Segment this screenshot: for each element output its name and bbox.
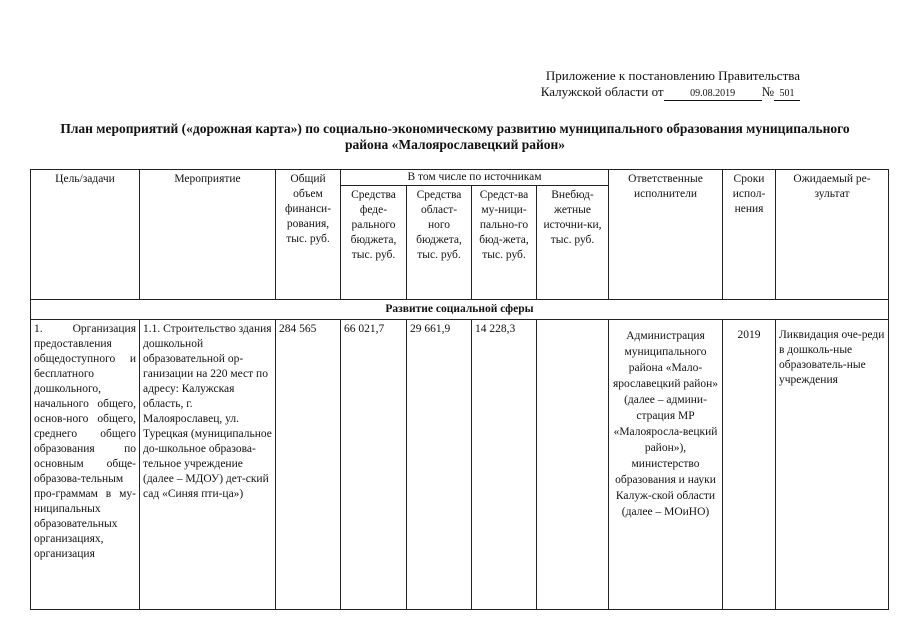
header-sources-group: В том числе по источникам [341, 170, 609, 186]
row-extrabudget [537, 320, 609, 610]
row-total: 284 565 [276, 320, 341, 610]
row-municipal: 14 228,3 [472, 320, 537, 610]
header-goal: Цель/задачи [31, 170, 140, 300]
header-deadline: Сроки испол-нения [723, 170, 776, 300]
header-federal: Средства феде-рального бюджета, тыс. руб. [341, 186, 407, 300]
appendix-prefix: Калужской области от [540, 84, 664, 99]
row-activity: 1.1. Строительство здания дошкольной образовательной ор-ганизации на 220 мест по адресу: Калужская область, г. Малоярославец, ул. Турецкая (муниципальное до-школьное образова-тельное учреждение (далее – МДОУ) дет-ский сад «Синяя пти-ца») [140, 320, 276, 610]
row-goal: 1. Организация предоставления общедоступного и бесплатного дошкольного, начального общего, основ-ного общего, среднего общего образования по основным обще-образова-тельным про-граммам в му-ниципальных образовательных организациях, организация [31, 320, 140, 610]
roadmap-table [30, 169, 889, 610]
header-extrabudget: Внебюд-жетные источни-ки, тыс. руб. [537, 186, 609, 300]
header-activity: Мероприятие [140, 170, 276, 300]
header-result: Ожидаемый ре-зультат [776, 170, 889, 300]
header-regional: Средства област-ного бюджета, тыс. руб. [407, 186, 472, 300]
header-total: Общий объем финанси-рования, тыс. руб. [276, 170, 341, 300]
document-title: План мероприятий («дорожная карта») по социально-экономическому развитию муниципального образования муниципального района «Малоярославецкий район» [60, 121, 850, 152]
row-deadline: 2019 [723, 320, 776, 610]
resolution-number: 501 [774, 88, 800, 101]
number-sign: № [761, 84, 774, 99]
appendix-header [500, 68, 800, 101]
row-result: Ликвидация оче-реди в дошколь-ные образователь-ные учреждения [776, 320, 889, 610]
header-responsible: Ответственные исполнители [609, 170, 723, 300]
row-federal: 66 021,7 [341, 320, 407, 610]
row-responsible: Администрация муниципального района «Мало-ярославецкий район» (далее – админи-страция МР «Малояросла-вецкий район»), министерство образования и науки Калуж-ской области (далее – МОиНО) [609, 320, 723, 610]
resolution-date: 09.08.2019 [664, 88, 762, 101]
appendix-line-2 [500, 84, 800, 101]
header-municipal: Средст-ва му-ници-пально-го бюд-жета, тыс. руб. [472, 186, 537, 300]
section-title: Развитие социальной сферы [31, 300, 889, 320]
row-regional: 29 661,9 [407, 320, 472, 610]
appendix-line-1: Приложение к постановлению Правительства [545, 68, 800, 83]
